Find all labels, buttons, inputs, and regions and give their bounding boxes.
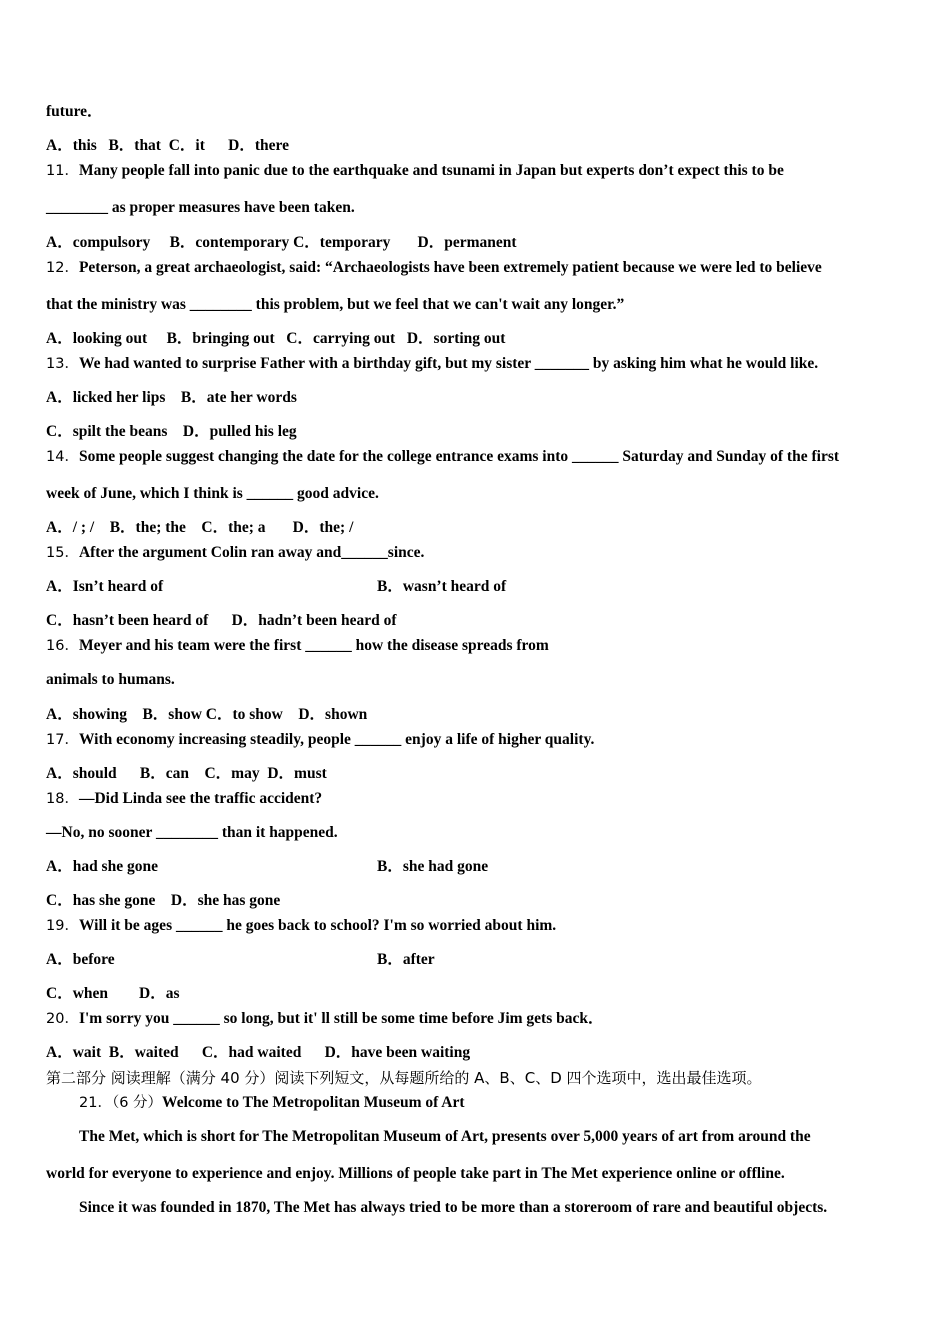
question-21 bbox=[79, 1094, 465, 1112]
passage-title: Welcome to The Metropolitan Museum of Art bbox=[162, 1094, 465, 1111]
question-16-cont: animals to humans. bbox=[46, 671, 175, 688]
options-q15-row2: C．hasn’t been heard of D．hadn’t been heard of bbox=[46, 612, 397, 629]
options-q18-row2: C．has she gone D．she has gone bbox=[46, 892, 281, 909]
question-text: Meyer and his team were the first ______ how the disease spreads from bbox=[78, 637, 549, 654]
question-15 bbox=[46, 544, 424, 562]
options-q17: A．should B．can C．may D．must bbox=[46, 765, 327, 782]
question-number: 11． bbox=[46, 163, 79, 179]
options-q12: A．looking out B．bringing out C．carrying out D．sorting out bbox=[46, 330, 506, 347]
question-text: With economy increasing steadily, people ______ enjoy a life of higher quality. bbox=[78, 731, 595, 748]
options-q13-row1: A．licked her lips B．ate her words bbox=[46, 389, 297, 406]
question-number: 14． bbox=[46, 449, 79, 465]
question-text: We had wanted to surprise Father with a birthday gift, but my sister _______ by asking him what he would like. bbox=[78, 355, 819, 372]
option-q19-b: B．after bbox=[377, 951, 435, 968]
question-number: 20． bbox=[46, 1011, 79, 1027]
options-q16: A．showing B．show C．to show D．shown bbox=[46, 706, 368, 723]
question-11-cont: ________ as proper measures have been taken. bbox=[46, 199, 355, 216]
question-text: After the argument Colin ran away and______since. bbox=[78, 544, 425, 561]
question-16 bbox=[46, 637, 549, 655]
question-number: 13． bbox=[46, 356, 79, 372]
question-number: 17． bbox=[46, 732, 79, 748]
option-q15-a: A．Isn’t heard of bbox=[46, 578, 164, 595]
question-text: Many people fall into panic due to the earthquake and tsunami in Japan but experts don’t expect this to be bbox=[78, 162, 784, 179]
question-11 bbox=[46, 162, 784, 180]
option-q18-a: A．had she gone bbox=[46, 858, 158, 875]
question-14-cont: week of June, which I think is ______ good advice. bbox=[46, 485, 379, 502]
option-q18-b: B．she had gone bbox=[377, 858, 489, 875]
options-q10: A．this B．that C．it D．there bbox=[46, 137, 289, 154]
question-17 bbox=[46, 731, 594, 749]
question-18 bbox=[46, 790, 322, 808]
question-18-cont: —No, no sooner ________ than it happened. bbox=[46, 824, 338, 841]
question-text: —Did Linda see the traffic accident? bbox=[78, 790, 323, 807]
options-q13-row2: C．spilt the beans D．pulled his leg bbox=[46, 423, 297, 440]
question-12-cont: that the ministry was ________ this problem, but we feel that we can't wait any longer.” bbox=[46, 296, 625, 313]
text-line: future． bbox=[46, 103, 103, 120]
options-q11: A．compulsory B．contemporary C．temporary D．permanent bbox=[46, 234, 517, 251]
question-20 bbox=[46, 1010, 604, 1028]
section-2-heading: 第二部分 阅读理解（满分 40 分）阅读下列短文，从每题所给的 A、B、C、D 四个选项中，选出最佳选项。 bbox=[46, 1069, 762, 1087]
question-number: 16． bbox=[46, 638, 79, 654]
question-text: I'm sorry you ______ so long, but it' ll still be some time before Jim gets back． bbox=[78, 1010, 604, 1027]
question-text: Some people suggest changing the date for the college entrance exams into ______ Saturday and Sunday of the first bbox=[78, 448, 840, 465]
question-number: 21．（6 分） bbox=[79, 1095, 163, 1111]
question-13 bbox=[46, 355, 818, 373]
passage-paragraph-1-cont: world for everyone to experience and enjoy. Millions of people take part in The Met experience online or offline. bbox=[46, 1165, 785, 1182]
question-number: 15． bbox=[46, 545, 79, 561]
options-q14: A．/ ; / B．the; the C．the; a D．the; / bbox=[46, 519, 354, 536]
option-q19-a: A．before bbox=[46, 951, 115, 968]
question-text: Will it be ages ______ he goes back to school? I'm so worried about him. bbox=[78, 917, 557, 934]
question-number: 19． bbox=[46, 918, 79, 934]
question-14 bbox=[46, 448, 839, 466]
options-q20: A．wait B．waited C．had waited D．have been waiting bbox=[46, 1044, 471, 1061]
question-text: Peterson, a great archaeologist, said: “Archaeologists have been extremely patient because we were led to believe bbox=[78, 259, 822, 276]
options-q19-row2: C．when D．as bbox=[46, 985, 180, 1002]
question-number: 18． bbox=[46, 791, 79, 807]
option-q15-b: B．wasn’t heard of bbox=[377, 578, 507, 595]
question-19 bbox=[46, 917, 556, 935]
question-12 bbox=[46, 259, 822, 277]
question-number: 12． bbox=[46, 260, 79, 276]
passage-paragraph-2: Since it was founded in 1870, The Met has always tried to be more than a storeroom of rare and beautiful objects. bbox=[79, 1199, 828, 1216]
passage-paragraph-1: The Met, which is short for The Metropolitan Museum of Art, presents over 5,000 years of art from around the bbox=[79, 1128, 811, 1145]
